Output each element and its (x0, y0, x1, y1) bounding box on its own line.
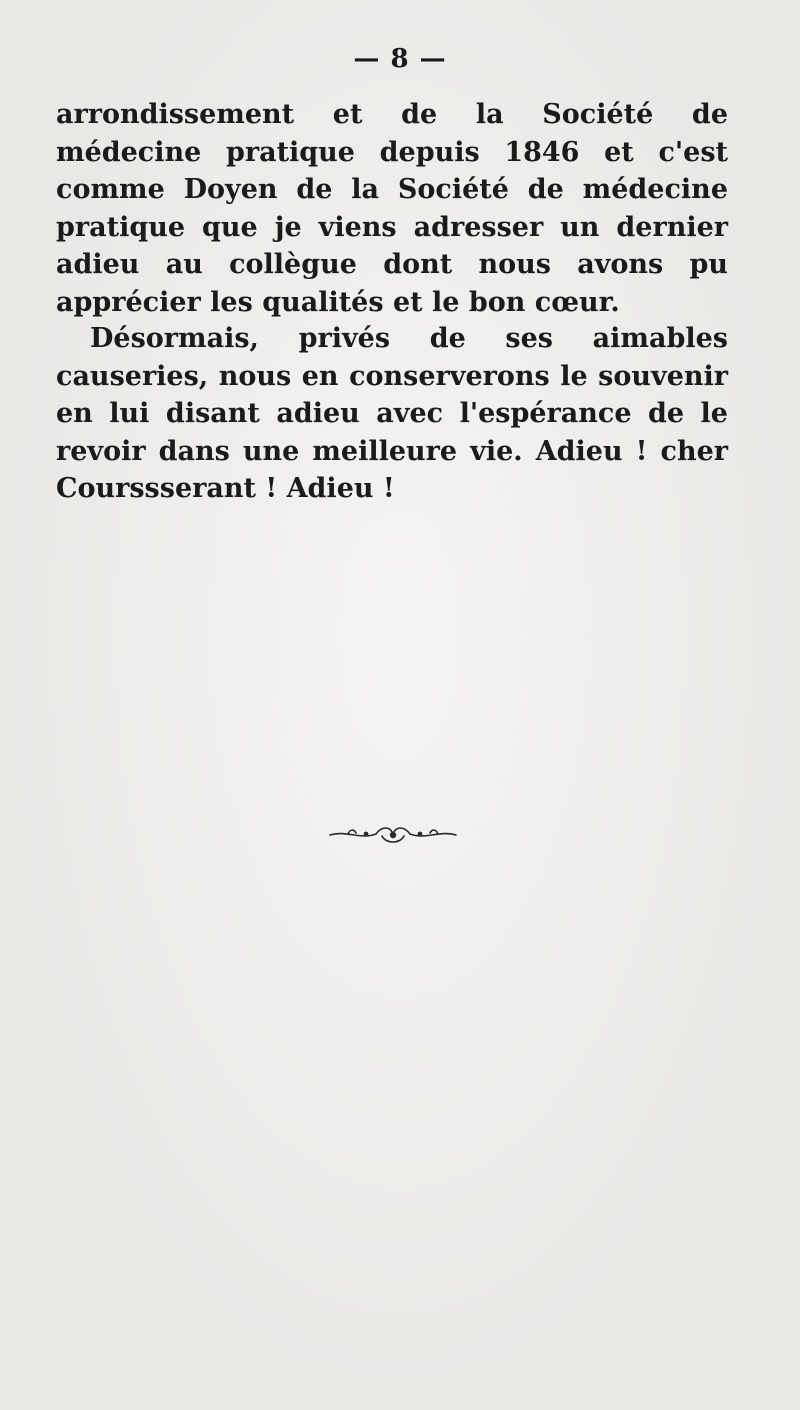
fleuron-divider-icon (326, 824, 460, 846)
paragraph-text: arrondissement et de la Société de médecine pratique depuis 1846 et c'est comme Doyen de la Société de médecine pratique que je viens adresser un dernier adieu au collègue dont nous avons pu apprécier les qualités et le bon cœur. (56, 99, 728, 318)
paragraph-text: Désormais, privés de ses aimables causeries, nous en conserverons le souvenir en lui disant adieu avec l'espérance de le revoir dans une meilleure vie. Adieu ! cher Courssserant ! Adieu ! (56, 323, 728, 504)
paragraph-closing-tribute (56, 96, 728, 321)
paragraph-farewell (56, 320, 728, 508)
page-number: — 8 — (353, 44, 447, 74)
